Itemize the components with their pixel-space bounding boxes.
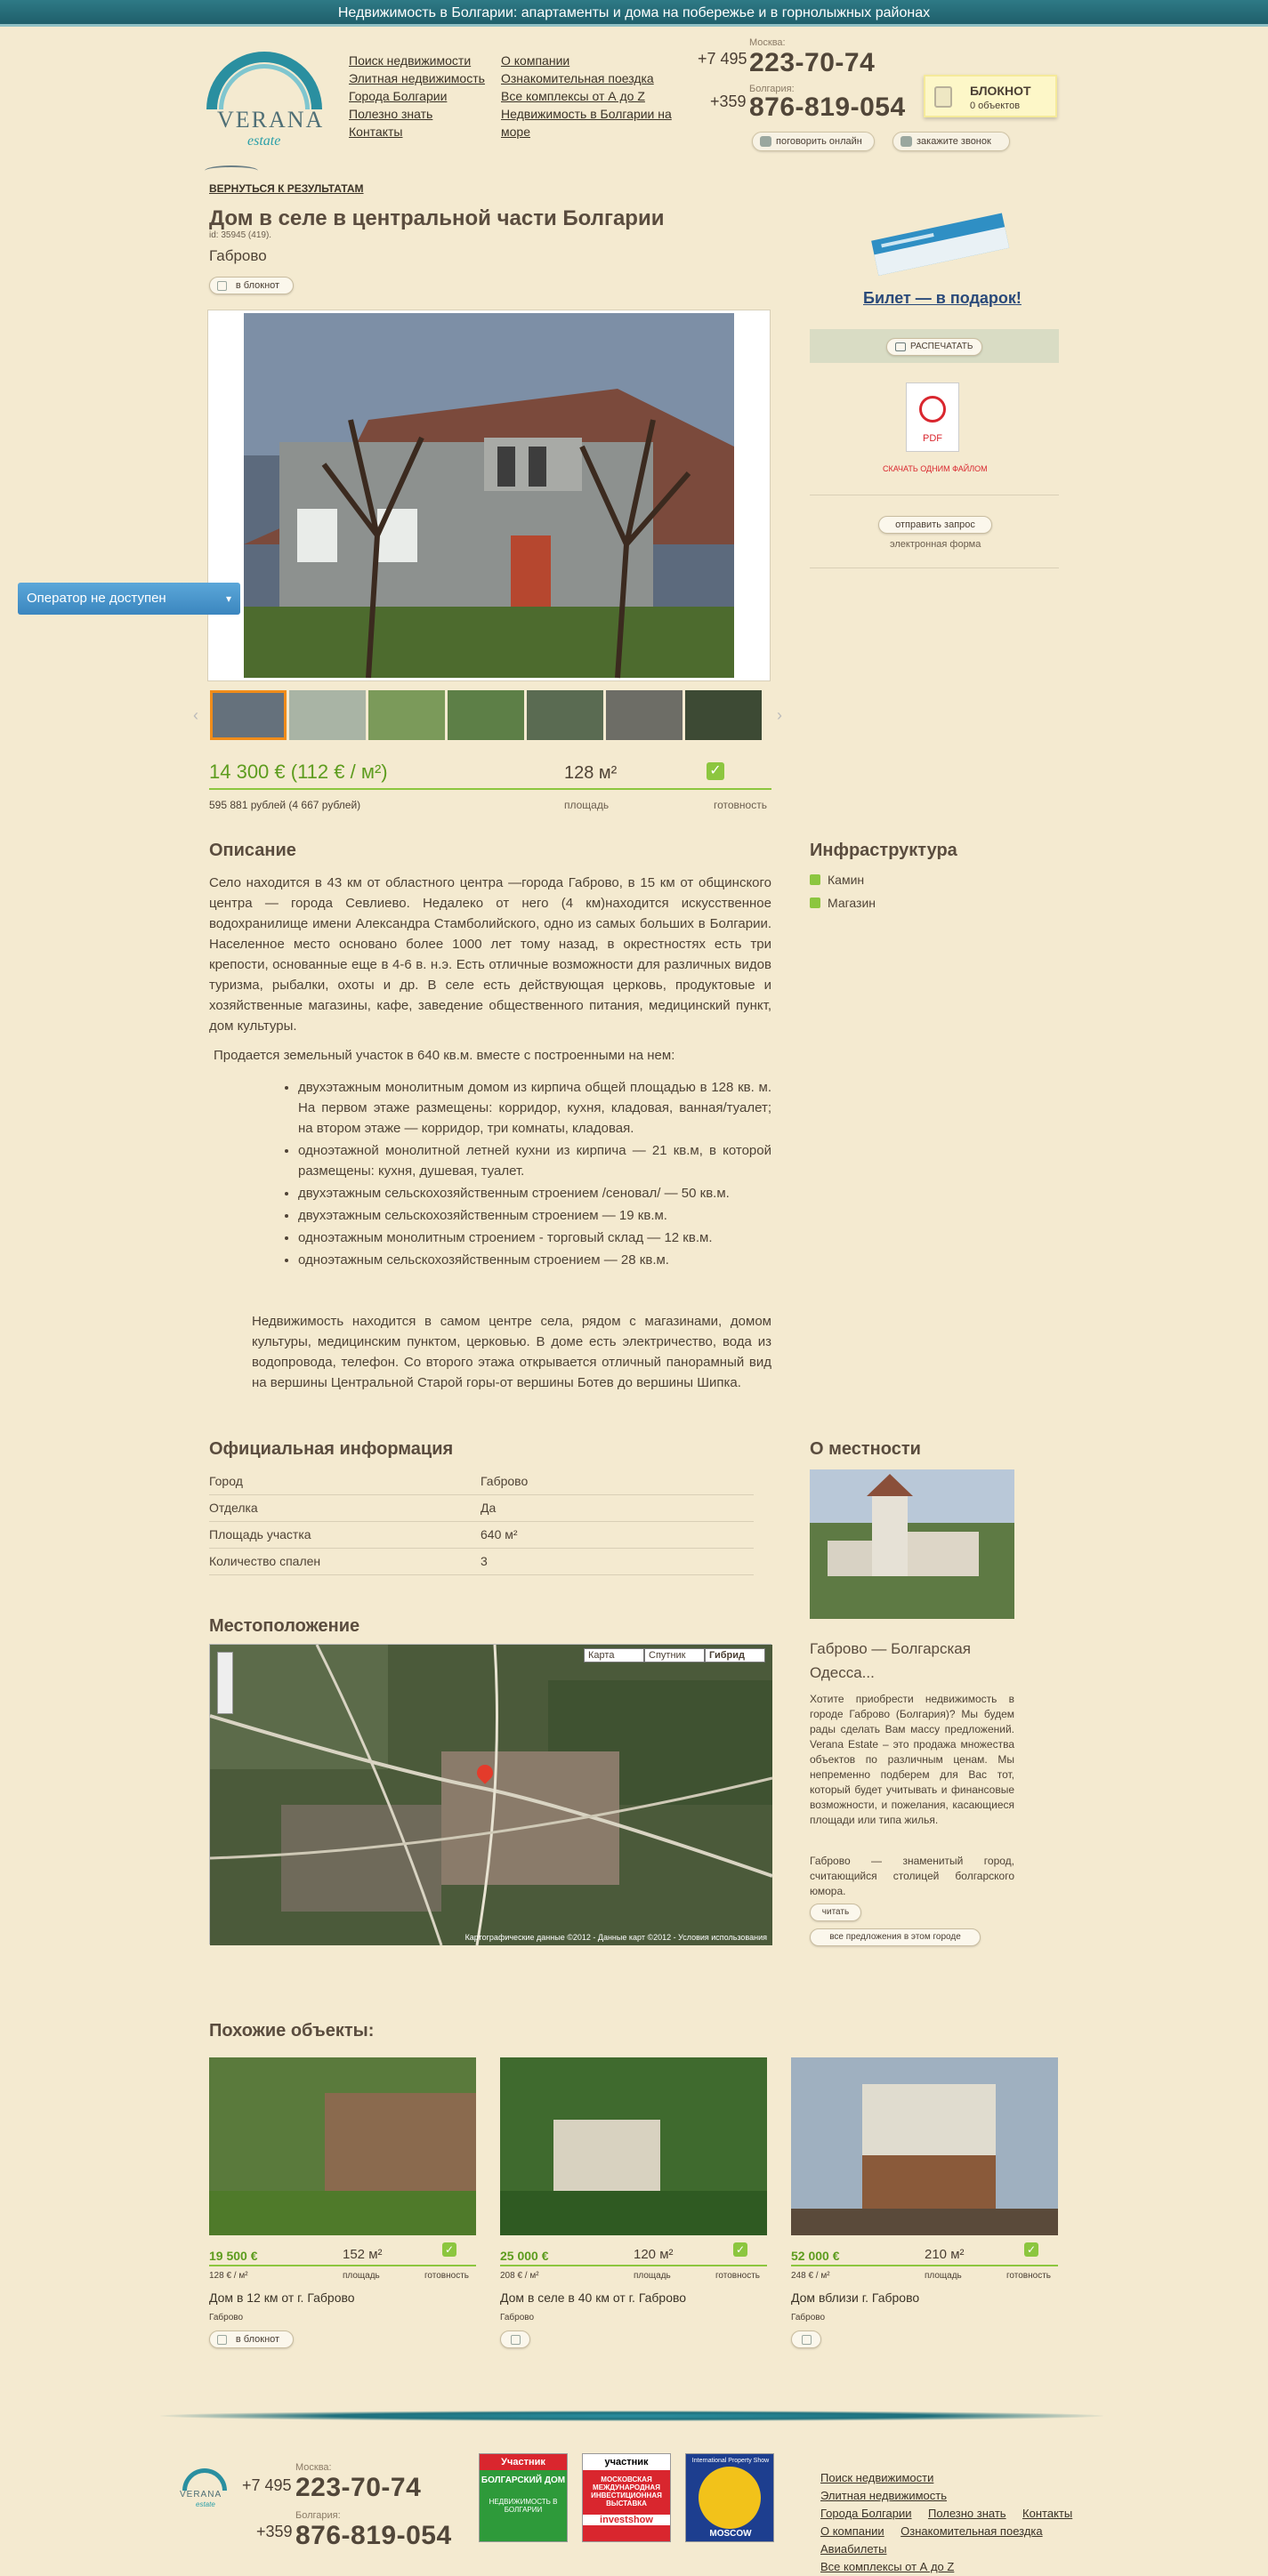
footer-link[interactable]: Авиабилеты [820,2542,887,2556]
footer-phone-bg-prefix: +359 [256,2523,293,2540]
logo[interactable] [206,52,325,149]
similar-area-label: площадь [634,2271,671,2281]
similar-divider [209,2265,476,2266]
ready-check-icon: ✓ [442,2242,456,2257]
notebook-title: БЛОКНОТ [970,84,1031,98]
top-banner: Недвижимость в Болгарии: апартаменты и дома на побережье и в горнолыжных районах [0,0,1268,27]
pdf-icon[interactable] [906,382,959,452]
price-rub: 595 881 рублей (4 667 рублей) [209,799,361,811]
similar-ready-label: готовность [1006,2271,1051,2281]
map-zoom-control[interactable] [217,1652,233,1714]
operator-status-label: Оператор не доступен [27,591,166,606]
similar-area-label: площадь [925,2271,962,2281]
badge-1-mid: БОЛГАРСКИЙ ДОМ [481,2475,566,2485]
footer-links [820,2469,1087,2576]
badge-property-show[interactable] [685,2453,774,2542]
infrastructure-item: Магазин [810,891,1041,914]
similar-price: 19 500 € [209,2249,258,2263]
phone-bg-prefix: +359 [710,93,747,110]
nav-col-1 [349,52,491,141]
notebook-icon [802,2335,812,2345]
footer-link[interactable]: Города Болгарии [820,2507,912,2520]
list-item: • одноэтажной монолитной летней кухни из кирпича — 21 кв.м, в которой размещены: кухня, душевая, туалет. [298,1140,771,1181]
footer-logo[interactable] [178,2468,231,2513]
list-item: • двухэтажным сельскохозяйственным строением /сеновал/ — 50 кв.м. [298,1183,771,1203]
callback-label: закажите звонок [917,136,991,147]
operator-status-tab[interactable] [18,583,240,615]
badge-3-top: International Property Show [691,2458,770,2464]
similar-ready-label: готовность [424,2271,469,2281]
similar-title-link[interactable]: Дом в селе в 40 км от г. Габрово [500,2290,687,2305]
notebook-icon [511,2335,521,2345]
nav-link[interactable]: Недвижимость в Болгарии на море [501,107,672,139]
map-type-map[interactable]: Карта [584,1648,644,1662]
map-type-hybrid[interactable]: Гибрид [705,1648,765,1662]
nav-link[interactable]: Элитная недвижимость [349,71,485,85]
nav-col-2 [501,52,683,141]
footer-link[interactable]: Контакты [1022,2507,1073,2520]
area-text-2: Габрово — знаменитый город, считающийся столицей болгарского юмора. [810,1855,1014,1897]
page-title: Дом в селе в центральной части Болгарии [209,206,665,230]
similar-area: 120 м² [634,2247,674,2262]
description-para-3: Недвижимость находится в самом центре села, рядом с магазинами, домом культуры, медицинским пунктом, церковью. В доме есть электричество, вода из водопровода, телефон. Со второго этажа открывается отличный панорамный вид на вершины Центральной Старой горы-от вершины Ботев до вершины Шипка. [252,1314,771,1390]
main-photo[interactable] [244,313,734,678]
list-item: • одноэтажным монолитным строением - торговый склад — 12 кв.м. [298,1228,771,1248]
area-title: Габрово — Болгарская Одесса... [810,1640,971,1681]
similar-photo[interactable] [209,2057,476,2235]
listing-city: Габрово [209,247,267,264]
main-photo-frame [207,310,771,681]
badge-2-mid: МОСКОВСКАЯ МЕЖДУНАРОДНАЯ ИНВЕСТИЦИОННАЯ ВЫСТАВКА [591,2475,662,2508]
similar-divider [500,2265,767,2266]
infrastructure-heading: Инфраструктура [810,841,957,860]
similar-card[interactable] [209,2057,476,2345]
table-row: Город Габрово [209,1468,754,1494]
price-divider [209,788,771,790]
gift-ticket-link[interactable]: Билет — в подарок! [863,289,1022,307]
logo-sub: estate [247,133,281,149]
chat-online-button[interactable] [752,132,875,151]
footer-logo-sub: estate [196,2500,215,2508]
check-icon [810,898,820,908]
phone-moscow-prefix: +7 495 [698,50,747,68]
ready-label: готовность [714,799,767,811]
location-heading: Местоположение [209,1616,360,1636]
similar-photo[interactable] [791,2057,1058,2235]
description-para-1: Село находится в 43 км от областного центра —города Габрово, в 15 км от общинского центра — города Севлиево. Недалеко от него (4 км)находится искусственное водохранилище имени Александра Стамболийского, одно из самых больших в Болгарии. Населенное место основано более 1000 лет тому назад, в окрестностях есть три крепости, основанные еще в 4-6 в. н.э. Есть отличные возможности для различных видов туризма, рыбалки, охоты и др. В селе есть действующая церковь, продуктовые и хозяйственные магазины, кафе, заведение общественного питания, медицинский пункт, дом культуры. [209,875,771,1034]
chevron-down-icon: ▾ [225,592,231,605]
area-text-1: Хотите приобрести недвижимость в городе Габрово (Болгария)? Мы будем рады сделать Вам массу предложений. Verana Estate – это продажа множества объектов по различным ценам. Мы непременно подберем для Вас тот, который будет учитывать и финансовые возможности, и пожелания, касающиеся площади или типа жилья. [810,1693,1014,1826]
list-item: • двухэтажным сельскохозяйственным строением — 19 кв.м. [298,1205,771,1226]
add-to-notebook-label: в блокнот [235,280,280,291]
notebook-icon [934,86,952,108]
badge-3-bottom: MOSCOW [709,2529,752,2539]
similar-per-m: 248 € / м² [791,2271,830,2281]
chat-icon [760,136,771,147]
printer-icon [895,342,906,351]
phone-icon [901,136,912,147]
notebook-icon [217,2335,227,2345]
area-label: площадь [564,799,610,811]
badge-2-top: участник [583,2454,670,2470]
chat-online-label: поговорить онлайн [776,136,862,147]
badge-2-bottom: investshow [583,2515,670,2525]
ready-check-icon: ✓ [707,762,724,780]
similar-ready-label: готовность [715,2271,760,2281]
read-button[interactable]: читать [810,1904,861,1921]
area-photo[interactable] [810,1469,1014,1619]
badge-investshow[interactable] [582,2453,671,2542]
email-form-label: электронная форма [890,539,981,550]
footer-phone-bg-number: 876-819-054 [295,2521,452,2550]
thumb-next-icon[interactable]: › [777,706,782,724]
thumbnail-strip [193,690,782,742]
ready-check-icon: ✓ [1024,2242,1038,2257]
similar-area: 210 м² [925,2247,965,2262]
similar-title-link[interactable]: Дом вблизи г. Габрово [791,2290,920,2305]
callback-button[interactable] [892,132,1010,151]
phone-moscow-label: Москва: [749,37,786,48]
similar-city: Габрово [500,2313,535,2322]
notebook-widget[interactable] [924,75,1057,117]
table-row: Количество спален 3 [209,1548,754,1574]
badge-bulgarian-house[interactable] [479,2453,568,2542]
footer-logo-name: VERANA [180,2490,222,2500]
infrastructure-item: Камин [810,868,1041,891]
table-row: Площадь участка 640 м² [209,1521,754,1548]
footer-link[interactable]: О компании [820,2524,884,2538]
back-to-results-link[interactable]: ВЕРНУТЬСЯ К РЕЗУЛЬТАТАМ [209,182,364,195]
similar-per-m: 208 € / м² [500,2271,539,2281]
footer-link[interactable]: Ознакомительная поездка [901,2524,1043,2538]
footer-link[interactable]: Поиск недвижимости [820,2471,934,2484]
similar-price: 25 000 € [500,2249,549,2263]
infrastructure-list [810,868,1041,914]
nav-link[interactable]: Поиск недвижимости [349,53,472,68]
thumbnail[interactable] [606,690,682,740]
listing-id: id: 35945 (419). [209,230,272,240]
print-label: РАСПЕЧАТАТЬ [910,342,973,351]
area-value: 128 м² [564,763,618,783]
thumbnail[interactable] [448,690,524,740]
nav-link[interactable]: О компании [501,53,570,68]
map[interactable] [209,1644,771,1944]
notebook-icon [217,281,227,291]
pdf-label: PDF [923,433,942,444]
download-pdf-link[interactable]: СКАЧАТЬ ОДНИМ ФАЙЛОМ [883,464,988,473]
badge-1-top: Участник [480,2454,567,2470]
thumbnail[interactable] [210,690,287,740]
footer-link[interactable]: Элитная недвижимость [820,2489,948,2502]
similar-divider [791,2265,1058,2266]
add-to-notebook-button[interactable] [209,2330,294,2348]
add-to-notebook-button[interactable] [791,2330,821,2348]
nav-link[interactable]: Города Болгарии [349,89,448,103]
similar-area: 152 м² [343,2247,383,2262]
footer-phone-moscow-prefix: +7 495 [242,2476,292,2494]
similar-city: Габрово [209,2313,244,2322]
similar-city: Габрово [791,2313,826,2322]
logo-name: VERANA [217,107,325,133]
add-to-notebook-button[interactable] [209,277,294,294]
nav-link[interactable]: Полезно знать [349,107,433,121]
footer-phone-moscow-label: Москва: [295,2462,332,2473]
description-heading: Описание [209,841,296,860]
phone-bg-number: 876-819-054 [749,93,906,122]
similar-title-link[interactable]: Дом в 12 км от г. Габрово [209,2290,355,2305]
thumbnail[interactable] [289,690,366,740]
footer-link[interactable]: Полезно знать [927,2507,1006,2520]
send-request-button[interactable]: отправить запрос [878,516,992,534]
phone-bg-label: Болгария: [749,84,795,94]
ready-check-icon: ✓ [733,2242,747,2257]
description-list [298,1077,771,1272]
add-to-notebook-button[interactable] [500,2330,530,2348]
list-item: • двухэтажным монолитным домом из кирпича общей площадью в 128 кв. м. На первом этаже размещены: корридор, кухня, кладовая, ванная/туалет; на втором этаже — корридор, три комнаты, кладовая. [298,1077,771,1139]
map-copyright: Картографические данные ©2012 - Данные карт ©2012 - Условия использования [464,1933,767,1942]
add-to-notebook-label: в блокнот [235,2334,280,2345]
map-type-satellite[interactable]: Спутник [644,1648,705,1662]
official-info-table [209,1468,754,1575]
footer-phone-bg-label: Болгария: [295,2510,341,2521]
thumb-prev-icon[interactable]: ‹ [193,706,198,724]
nav-link[interactable]: Ознакомительная поездка [501,71,654,85]
similar-photo[interactable] [500,2057,767,2235]
footer-link[interactable]: Все комплексы от А до Z [820,2560,955,2573]
check-icon [810,874,820,885]
ticket-image[interactable] [865,213,1022,278]
phone-moscow-number: 223-70-74 [749,48,876,77]
thumbnail[interactable] [368,690,445,740]
thumbnail[interactable] [527,690,603,740]
similar-area-label: площадь [343,2271,380,2281]
similar-card[interactable] [791,2057,1058,2322]
table-row: Отделка Да [209,1494,754,1521]
description-para-2: Продается земельный участок в 640 кв.м. вместе с построенными на нем: [214,1048,675,1063]
list-item: • одноэтажным сельскохозяйственным строением — 28 кв.м. [298,1250,771,1270]
footer-phone-moscow-number: 223-70-74 [295,2473,422,2502]
area-heading: О местности [810,1439,921,1459]
price: 14 300 € (112 € / м²) [209,761,388,783]
back-arrow-icon [205,165,258,176]
footer-divider [160,2411,1103,2421]
badge-1-bottom: НЕДВИЖИМОСТЬ В БОЛГАРИИ [489,2498,558,2514]
notebook-count: 0 объектов [970,101,1021,111]
nav-link[interactable]: Контакты [349,125,403,139]
similar-heading: Похожие объекты: [209,2021,375,2041]
similar-per-m: 128 € / м² [209,2271,248,2281]
thumbnail[interactable] [685,690,762,740]
official-info-heading: Официальная информация [209,1439,454,1459]
all-city-offers-button[interactable]: все предложения в этом городе [810,1928,981,1946]
nav-link[interactable]: Все комплексы от А до Z [501,89,645,103]
similar-price: 52 000 € [791,2249,840,2263]
similar-card[interactable] [500,2057,767,2322]
print-button[interactable] [886,338,982,356]
